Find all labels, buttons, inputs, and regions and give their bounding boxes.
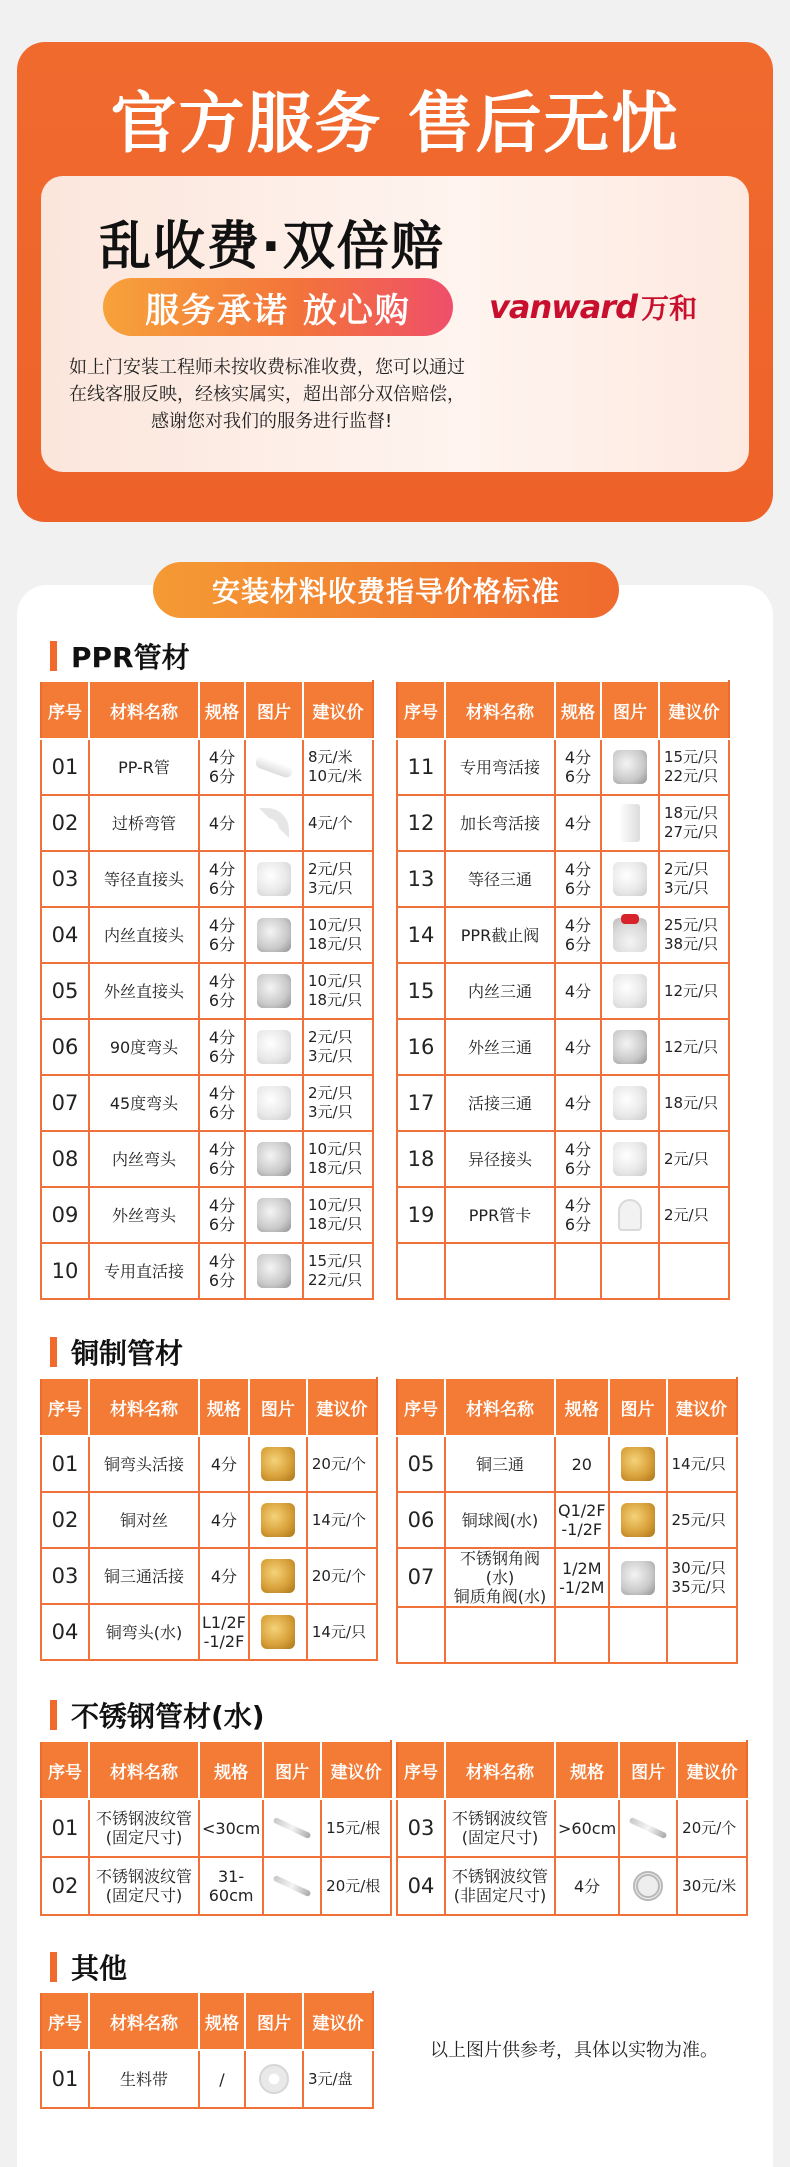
spec: 4分 6分 [199,1131,245,1187]
image-cell [245,739,303,795]
table-row [41,2050,373,2108]
brand-logo-latin: vanward [489,288,638,326]
image-cell [245,1243,303,1299]
spec: 4分 [555,1075,601,1131]
table-row [397,1436,737,1492]
header-price: 建议价 [303,681,373,739]
row-number: 07 [397,1548,445,1607]
row-number: 12 [397,795,445,851]
promise-headline: 乱收费·双倍赔 [99,217,445,277]
spec [555,1243,601,1299]
image-cell [263,1799,321,1857]
spec: 4分 [555,1857,619,1915]
spec [555,1607,609,1663]
section-head-copper [50,1332,183,1372]
spec: 4分 [199,1492,249,1548]
image-cell [245,907,303,963]
suggested-price: 8元/米 10元/米 [303,739,373,795]
image-cell [601,739,659,795]
row-number: 02 [41,795,89,851]
row-number: 13 [397,851,445,907]
price-table [40,680,374,1300]
table-row [41,795,373,851]
header-spec: 规格 [199,1741,263,1799]
spec: 4分 6分 [199,963,245,1019]
price-table [396,680,730,1300]
header-spec: 规格 [555,1378,609,1436]
section-bar [50,641,57,671]
table-row [397,851,729,907]
row-number: 02 [41,1492,89,1548]
header-spec: 规格 [199,1378,249,1436]
fitting-icon [613,1142,647,1176]
row-number: 07 [41,1075,89,1131]
row-number: 01 [41,739,89,795]
header-image: 图片 [601,681,659,739]
spec: 4分 [199,1436,249,1492]
row-number: 19 [397,1187,445,1243]
fitting-icon [613,862,647,896]
row-number: 04 [41,907,89,963]
header-name: 材料名称 [445,1378,555,1436]
table-row [41,1436,377,1492]
material-name: 不锈钢波纹管 (固定尺寸) [89,1857,199,1915]
image-cell [245,1019,303,1075]
table-row [397,739,729,795]
spec: 1/2M -1/2M [555,1548,609,1607]
material-name: 铜三通 [445,1436,555,1492]
fitting-icon [257,1086,291,1120]
header-price: 建议价 [677,1741,747,1799]
header-price: 建议价 [667,1378,737,1436]
fitting-icon [257,862,291,896]
table-row [397,1799,747,1857]
fitting-icon [257,1030,291,1064]
section-bar [50,1952,57,1982]
suggested-price: 2元/只 3元/只 [659,851,729,907]
material-name: PPR截止阀 [445,907,555,963]
header-no: 序号 [41,681,89,739]
suggested-price: 12元/只 [659,963,729,1019]
suggested-price: 30元/只 35元/只 [667,1548,737,1607]
suggested-price: 2元/只 3元/只 [303,851,373,907]
header-spec: 规格 [199,1992,245,2050]
table-row [397,1857,747,1915]
material-name: 等径三通 [445,851,555,907]
header-name: 材料名称 [445,681,555,739]
promise-card [41,176,749,472]
row-number: 08 [41,1131,89,1187]
image-cell [601,963,659,1019]
row-number: 16 [397,1019,445,1075]
spec: 4分 [555,1019,601,1075]
top-banner [17,42,773,522]
material-name: 铜弯头(水) [89,1604,199,1660]
price-table [40,1740,392,1916]
suggested-price: 20元/根 [321,1857,391,1915]
header-image: 图片 [245,681,303,739]
material-name: 异径接头 [445,1131,555,1187]
section-bar [50,1337,57,1367]
row-number: 18 [397,1131,445,1187]
price-table [40,1991,374,2109]
suggested-price: 12元/只 [659,1019,729,1075]
material-name: PPR管卡 [445,1187,555,1243]
brand-logo [489,282,697,332]
spec: 4分 [199,795,245,851]
tall-icon [620,804,640,842]
header-image: 图片 [619,1741,677,1799]
header-image: 图片 [263,1741,321,1799]
suggested-price: 10元/只 18元/只 [303,907,373,963]
material-name: 铜三通活接 [89,1548,199,1604]
table-row [397,1187,729,1243]
table-row [397,907,729,963]
image-cell [601,1075,659,1131]
table-row [397,1019,729,1075]
header-name: 材料名称 [89,1741,199,1799]
suggested-price: 30元/米 [677,1857,747,1915]
row-number: 02 [41,1857,89,1915]
spec: 4分 6分 [199,1243,245,1299]
table-row [397,1492,737,1548]
suggested-price: 14元/只 [667,1436,737,1492]
suggested-price: 20元/个 [307,1548,377,1604]
table-row [41,1604,377,1660]
clip-icon [618,1199,642,1231]
table-row [41,1548,377,1604]
brass-icon [261,1559,295,1593]
price-table [396,1740,748,1916]
brass-icon [621,1447,655,1481]
table-row [397,1075,729,1131]
material-name: 专用弯活接 [445,739,555,795]
header-price: 建议价 [307,1378,377,1436]
row-number: 05 [397,1436,445,1492]
spec: 4分 6分 [199,907,245,963]
header-no: 序号 [41,1741,89,1799]
header-no: 序号 [41,1992,89,2050]
material-name: 内丝三通 [445,963,555,1019]
spec: 4分 6分 [555,907,601,963]
material-name [445,1607,555,1663]
spec: <30cm [199,1799,263,1857]
notice-line: 如上门安装工程师未按收费标准收费，您可以通过 [69,357,465,378]
promise-pill: 服务承诺 放心购 [103,278,453,336]
image-cell [245,2050,303,2108]
section-title-other: 其他 [71,1952,128,1985]
footnote: 以上图片供参考，具体以实物为准。 [430,2040,718,2061]
material-name: 等径直接头 [89,851,199,907]
pipe-icon [254,755,294,779]
row-number: 09 [41,1187,89,1243]
image-cell [245,795,303,851]
metal-icon [257,1254,291,1288]
header-spec: 规格 [555,681,601,739]
suggested-price: 18元/只 27元/只 [659,795,729,851]
material-name: 不锈钢波纹管 (固定尺寸) [445,1799,555,1857]
section-head-other [50,1947,127,1987]
table-row [397,1131,729,1187]
material-name: 铜对丝 [89,1492,199,1548]
row-number: 01 [41,1799,89,1857]
header-no: 序号 [397,1378,445,1436]
row-number [397,1607,445,1663]
image-cell [609,1436,667,1492]
spec: 4分 [199,1548,249,1604]
image-cell [609,1548,667,1607]
row-number: 01 [41,1436,89,1492]
material-name: 过桥弯管 [89,795,199,851]
brass-icon [621,1503,655,1537]
row-number: 05 [41,963,89,1019]
brass-icon [261,1503,295,1537]
image-cell [619,1857,677,1915]
spec: 4分 6分 [199,1019,245,1075]
suggested-price: 2元/只 3元/只 [303,1019,373,1075]
suggested-price: 18元/只 [659,1075,729,1131]
metal-icon [257,1142,291,1176]
suggested-price: 10元/只 18元/只 [303,1131,373,1187]
table-row [397,1548,737,1607]
notice-text [41,354,581,435]
row-number: 04 [41,1604,89,1660]
row-number: 06 [397,1492,445,1548]
material-name: PP-R管 [89,739,199,795]
metal-icon [613,750,647,784]
material-name: 90度弯头 [89,1019,199,1075]
section-bar [50,1700,57,1730]
image-cell [601,1131,659,1187]
tape-icon [259,2064,289,2094]
table-row [41,1243,373,1299]
image-cell [249,1548,307,1604]
row-number: 06 [41,1019,89,1075]
header-no: 序号 [397,1741,445,1799]
table-row [397,1243,729,1299]
suggested-price: 20元/个 [677,1799,747,1857]
spec: 31-60cm [199,1857,263,1915]
hose-icon [273,1817,312,1839]
material-name: 专用直活接 [89,1243,199,1299]
material-name: 外丝直接头 [89,963,199,1019]
header-image: 图片 [249,1378,307,1436]
spec: 4分 6分 [199,739,245,795]
section-head-ppr [50,636,190,676]
image-cell [609,1492,667,1548]
image-cell [609,1607,667,1663]
suggested-price [659,1243,729,1299]
header-spec: 规格 [199,681,245,739]
metal-icon [257,1198,291,1232]
table-row [41,1187,373,1243]
material-name: 外丝三通 [445,1019,555,1075]
suggested-price: 2元/只 3元/只 [303,1075,373,1131]
brass-icon [261,1615,295,1649]
metal-icon [613,1030,647,1064]
section-title-steel: 不锈钢管材(水) [71,1700,265,1733]
elbow-icon [259,808,289,838]
metal-icon [621,1561,655,1595]
spec: 20 [555,1436,609,1492]
image-cell [601,1019,659,1075]
image-cell [601,1187,659,1243]
price-table [40,1377,378,1661]
table-row [41,907,373,963]
material-name: 不锈钢角阀(水) 铜质角阀(水) [445,1548,555,1607]
row-number: 10 [41,1243,89,1299]
suggested-price [667,1607,737,1663]
image-cell [245,1131,303,1187]
header-no: 序号 [397,681,445,739]
material-name: 内丝弯头 [89,1131,199,1187]
suggested-price: 14元/个 [307,1492,377,1548]
spec: 4分 [555,963,601,1019]
image-cell [245,1075,303,1131]
section-title-ppr: PPR管材 [71,641,190,674]
image-cell [601,1243,659,1299]
fitting-icon [613,974,647,1008]
material-name: 外丝弯头 [89,1187,199,1243]
suggested-price: 20元/个 [307,1436,377,1492]
metal-icon [257,974,291,1008]
suggested-price: 15元/只 22元/只 [659,739,729,795]
header-spec: 规格 [555,1741,619,1799]
suggested-price: 2元/只 [659,1187,729,1243]
section-title-copper: 铜制管材 [71,1337,184,1370]
valve-red-icon [613,918,647,952]
suggested-price: 2元/只 [659,1131,729,1187]
image-cell [619,1799,677,1857]
image-cell [245,1187,303,1243]
image-cell [601,795,659,851]
suggested-price: 15元/根 [321,1799,391,1857]
table-row [41,851,373,907]
material-name [445,1243,555,1299]
spec: Q1/2F -1/2F [555,1492,609,1548]
suggested-price: 25元/只 [667,1492,737,1548]
header-name: 材料名称 [445,1741,555,1799]
spec: >60cm [555,1799,619,1857]
spec: 4分 6分 [199,1187,245,1243]
spec: 4分 [555,795,601,851]
table-row [41,1857,391,1915]
material-name: 铜弯头活接 [89,1436,199,1492]
image-cell [601,907,659,963]
material-name: 45度弯头 [89,1075,199,1131]
spec: 4分 6分 [555,851,601,907]
notice-line: 感谢您对我们的服务进行监督! [151,411,393,432]
metal-icon [257,918,291,952]
table-row [397,963,729,1019]
table-row [41,739,373,795]
suggested-price: 25元/只 38元/只 [659,907,729,963]
header-name: 材料名称 [89,1992,199,2050]
image-cell [263,1857,321,1915]
header-no: 序号 [41,1378,89,1436]
table-row [397,1607,737,1663]
brass-icon [261,1447,295,1481]
material-name: 生料带 [89,2050,199,2108]
hose-icon [629,1817,668,1839]
row-number: 03 [41,1548,89,1604]
row-number: 15 [397,963,445,1019]
header-price: 建议价 [659,681,729,739]
header-name: 材料名称 [89,681,199,739]
row-number: 17 [397,1075,445,1131]
material-name: 铜球阀(水) [445,1492,555,1548]
row-number: 03 [41,851,89,907]
table-row [41,1131,373,1187]
image-cell [249,1604,307,1660]
row-number: 04 [397,1857,445,1915]
row-number: 11 [397,739,445,795]
table-row [41,1492,377,1548]
section-title: 安装材料收费指导价格标准 [153,562,619,618]
hose-icon [273,1875,312,1897]
spec: L1/2F -1/2F [199,1604,249,1660]
material-name: 活接三通 [445,1075,555,1131]
price-table [396,1377,738,1664]
brand-logo-cn: 万和 [641,292,698,325]
fitting-icon [613,1086,647,1120]
row-number: 03 [397,1799,445,1857]
table-row [41,963,373,1019]
image-cell [245,851,303,907]
material-name: 加长弯活接 [445,795,555,851]
header-image: 图片 [245,1992,303,2050]
row-number [397,1243,445,1299]
notice-line: 在线客服反映，经核实属实，超出部分双倍赔偿， [69,384,465,405]
header-price: 建议价 [303,1992,373,2050]
suggested-price: 3元/盘 [303,2050,373,2108]
image-cell [245,963,303,1019]
material-name: 不锈钢波纹管 (非固定尺寸) [445,1857,555,1915]
spec: 4分 6分 [199,1075,245,1131]
spec: 4分 6分 [555,739,601,795]
coil-icon [633,1871,663,1901]
header-price: 建议价 [321,1741,391,1799]
header-image: 图片 [609,1378,667,1436]
section-head-steel [50,1695,265,1735]
table-row [397,795,729,851]
table-row [41,1019,373,1075]
suggested-price: 15元/只 22元/只 [303,1243,373,1299]
suggested-price: 10元/只 18元/只 [303,963,373,1019]
material-name: 不锈钢波纹管 (固定尺寸) [89,1799,199,1857]
spec: / [199,2050,245,2108]
image-cell [249,1436,307,1492]
spec: 4分 6分 [555,1131,601,1187]
spec: 4分 6分 [199,851,245,907]
header-name: 材料名称 [89,1378,199,1436]
row-number: 14 [397,907,445,963]
spec: 4分 6分 [555,1187,601,1243]
suggested-price: 10元/只 18元/只 [303,1187,373,1243]
row-number: 01 [41,2050,89,2108]
material-name: 内丝直接头 [89,907,199,963]
suggested-price: 14元/只 [307,1604,377,1660]
image-cell [249,1492,307,1548]
image-cell [601,851,659,907]
suggested-price: 4元/个 [303,795,373,851]
table-row [41,1075,373,1131]
table-row [41,1799,391,1857]
banner-title: 官方服务 售后无忧 [110,85,680,162]
